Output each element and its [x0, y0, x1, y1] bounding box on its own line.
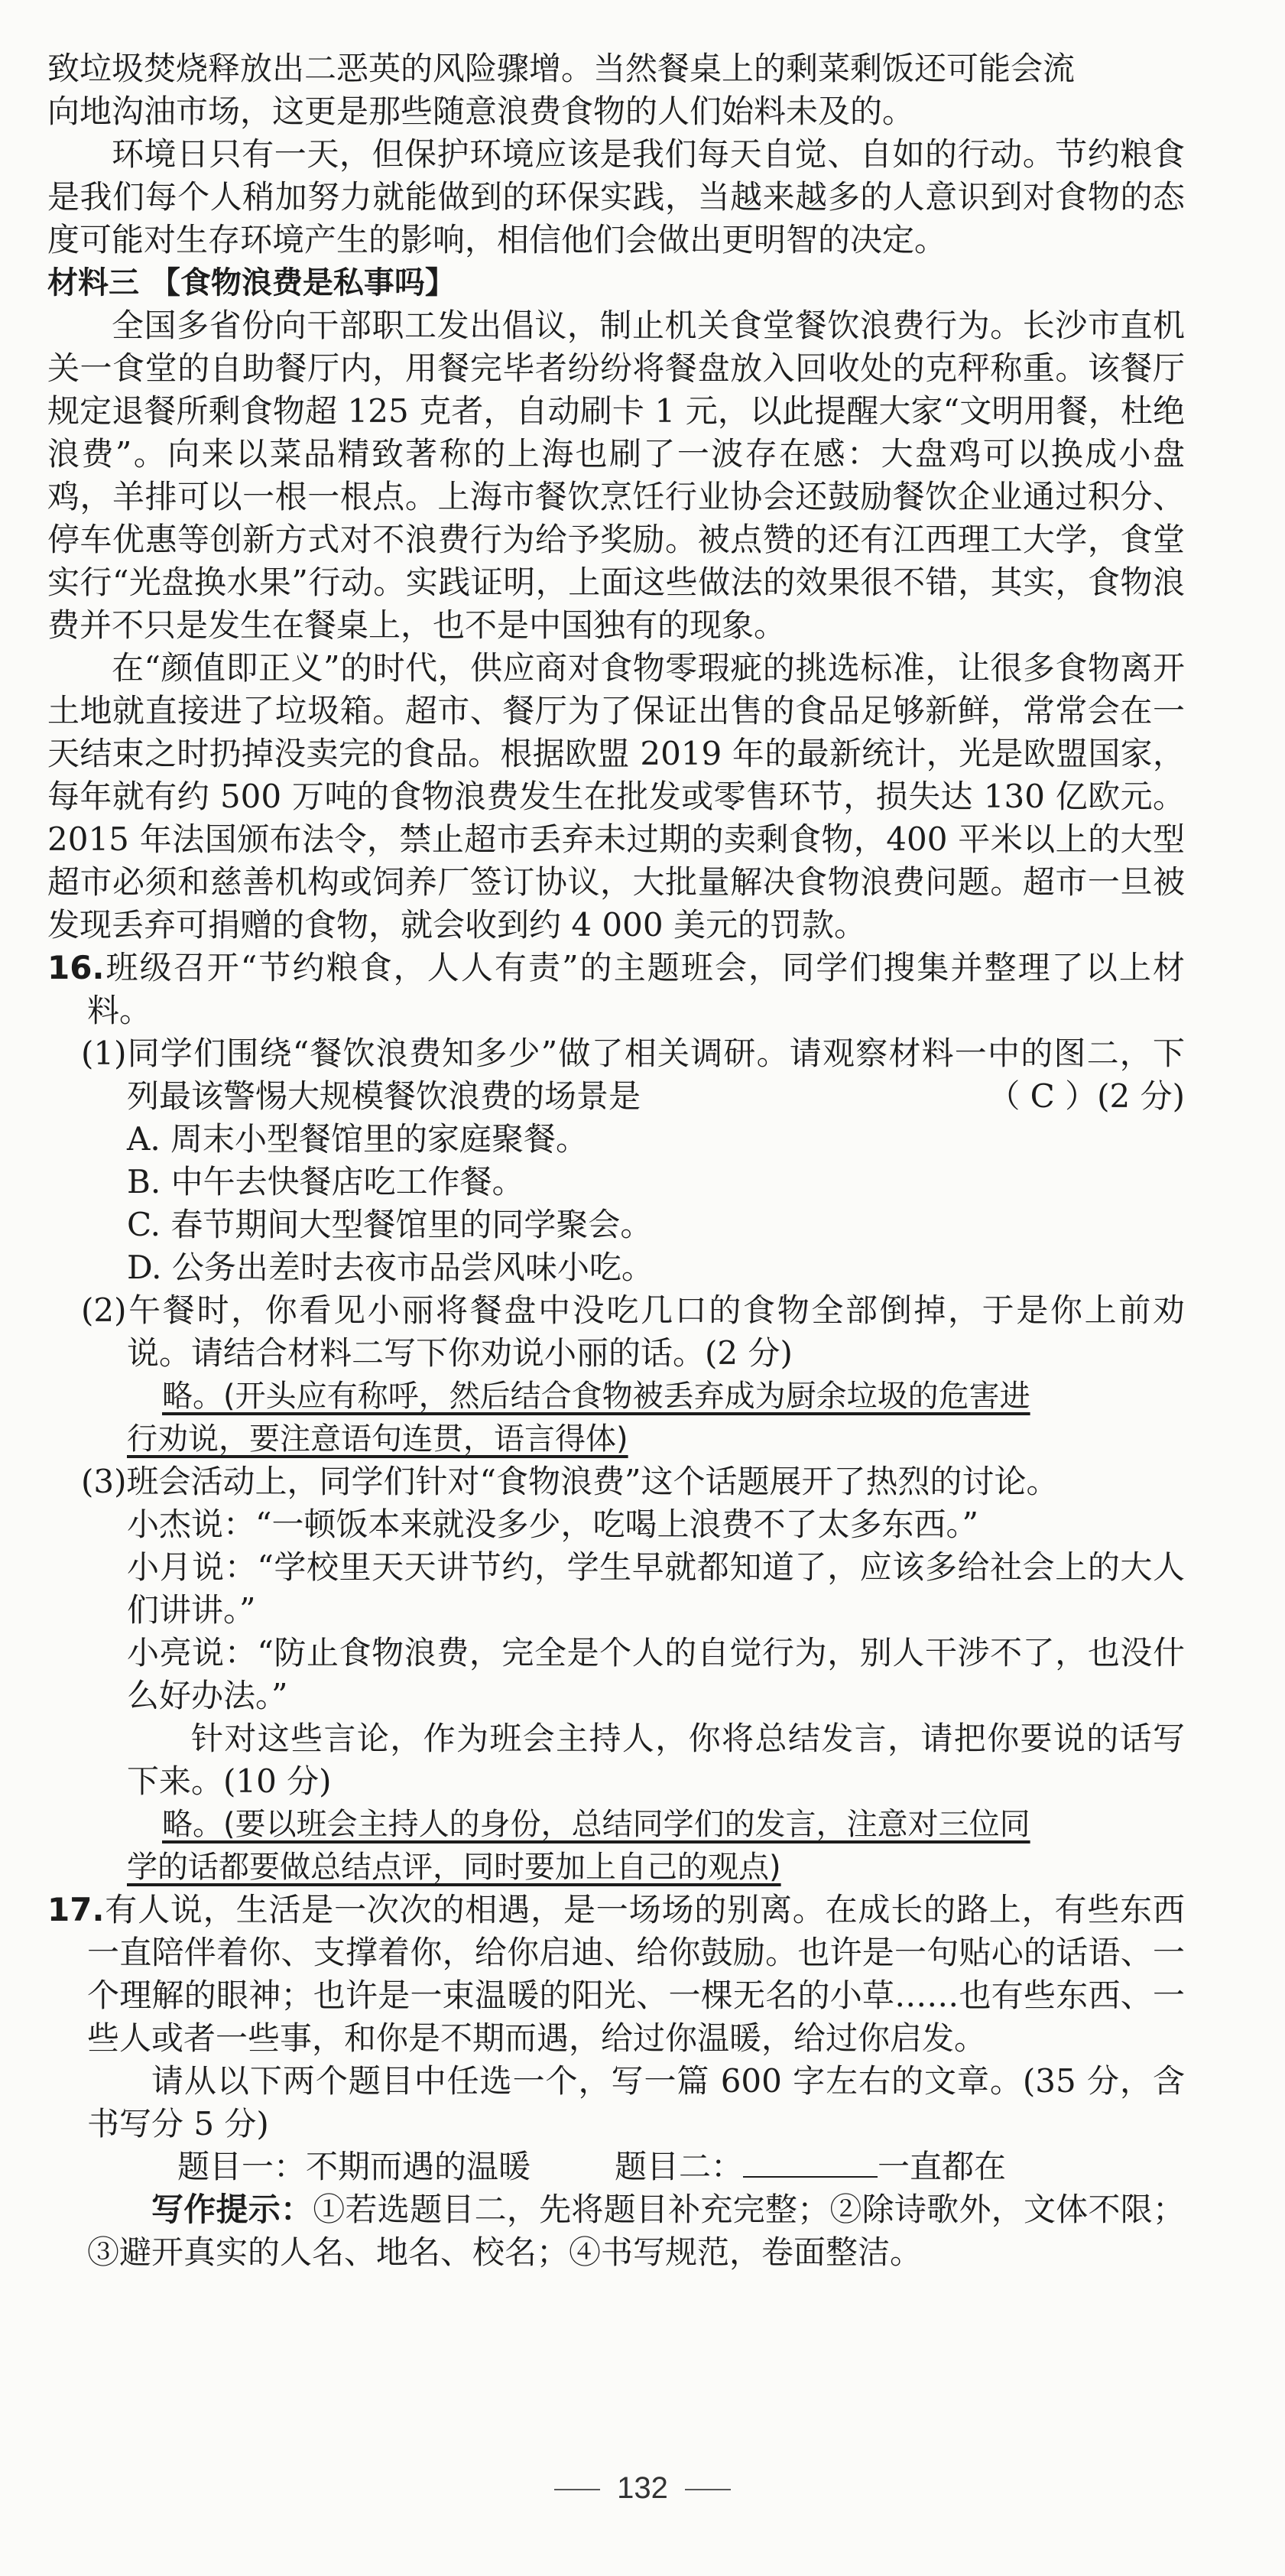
quote-xiaoliang: 小亮说：“防止食物浪费，完全是个人的自觉行为，别人干涉不了，也没什么好办法。”	[127, 1634, 1185, 1714]
question-text: 班级召开“节约粮食，人人有责”的主题班会，同学们搜集并整理了以上材料。	[87, 949, 1185, 1029]
answer-line: 略。(开头应有称呼，然后结合食物被丢弃成为厨余垃圾的危害进	[162, 1379, 1030, 1414]
sub-text: 同学们围绕“餐饮浪费知多少”做了相关调研。请观察材料一中的图二，下列最该警惕大规模餐饮浪费的场景是	[126, 1035, 1185, 1115]
question-number: 17.	[47, 1891, 105, 1928]
fill-blank	[743, 2147, 878, 2178]
q16-sub3	[47, 1460, 1185, 1503]
question-text: 有人说，生活是一次次的相遇，是一场场的别离。在成长的路上，有些东西一直陪伴着你、支撑着你，给你启迪、给你鼓励。也许是一句贴心的话语、一个理解的眼神；也许是一束温暖的阳光、一棵无名的小草……也有些东西、一些人或者一些事，和你是不期而遇，给过你温暖，给过你启发。	[87, 1891, 1185, 2057]
sub-text: 午餐时，你看见小丽将餐盘中没吃几口的食物全部倒掉，于是你上前劝说。请结合材料二写下你劝说小丽的话。(2 分)	[126, 1291, 1185, 1372]
footer-dash-right	[685, 2489, 731, 2490]
q16-sub1	[47, 1032, 1185, 1118]
answer-line: 学的话都要做总结点评，同时要加上自己的观点)	[127, 1850, 781, 1885]
q17-instruction: 请从以下两个题目中任选一个，写一篇 600 字左右的文章。(35 分，含书写分 5 分)	[87, 2062, 1185, 2142]
text-line: 致垃圾焚烧释放出二恶英的风险骤增。当然餐桌上的剩菜剩饭还可能会流	[47, 50, 1076, 87]
material3-heading: 材料三 【食物浪费是私事吗】	[47, 265, 456, 300]
material3-paragraph-1: 全国多省份向干部职工发出倡议，制止机关食堂餐饮浪费行为。长沙市直机关一食堂的自助餐厅内，用餐完毕者纷纷将餐盘放入回收处的克秤称重。该餐厅规定退餐所剩食物超 125 克者，自动刷卡 1 元，以此提醒大家“文明用餐，杜绝浪费”。向来以菜品精致著称的上海也刷了一波存在感：大盘鸡可以换成小盘鸡，羊排可以一根一根点。上海市餐饮烹饪行业协会还鼓励餐饮企业通过积分、停车优惠等创新方式对不浪费行为给予奖励。被点赞的还有江西理工大学，食堂实行“光盘换水果”行动。实践证明，上面这些做法的效果很不错，其实，食物浪费并不只是发生在餐桌上，也不是中国独有的现象。	[47, 307, 1185, 644]
option-d: D. 公务出差时去夜市品尝风味小吃。	[127, 1249, 654, 1286]
sub-text: 班会活动上，同学们针对“食物浪费”这个话题展开了热烈的讨论。	[126, 1463, 1059, 1500]
answer-bracket: （ C ）(2 分)	[988, 1077, 1185, 1115]
sub3-prompt: 针对这些言论，作为班会主持人，你将总结发言，请把你要说的话写下来。(10 分)	[127, 1720, 1185, 1800]
sub-label: (2)	[81, 1291, 127, 1329]
q16-sub2	[47, 1289, 1185, 1375]
q17-titles	[47, 2146, 1185, 2188]
question-16-stem	[47, 947, 1185, 1032]
answer-line: 行劝说，要注意语句连贯，语言得体)	[127, 1421, 628, 1457]
page-number: 132	[617, 2471, 668, 2505]
paragraph-environment: 环境日只有一天，但保护环境应该是我们每天自觉、自如的行动。节约粮食是我们每个人稍加努力就能做到的环保实践，当越来越多的人意识到对食物的态度可能对生存环境产生的影响，相信他们会做出更明智的决定。	[47, 135, 1185, 258]
q17-tips	[47, 2188, 1185, 2274]
title-option-2-suffix: 一直都在	[878, 2148, 1007, 2185]
title-option-1: 题目一：不期而遇的温暖	[177, 2148, 531, 2185]
material3-paragraph-2: 在“颜值即正义”的时代，供应商对食物零瑕疵的挑选标准，让很多食物离开土地就直接进了垃圾箱。超市、餐厅为了保证出售的食品足够新鲜，常常会在一天结束之时扔掉没卖完的食品。根据欧盟 2019 年的最新统计，光是欧盟国家，每年就有约 500 万吨的食物浪费发生在批发或零售环节，损失达 130 亿欧元。2015 年法国颁布法令，禁止超市丢弃未过期的卖剩食物，400 平米以上的大型超市必须和慈善机构或饲养厂签订协议，大批量解决食物浪费问题。超市一旦被发现丢弃可捐赠的食物，就会收到约 4 000 美元的罚款。	[47, 649, 1185, 944]
document-page	[47, 47, 1185, 2274]
option-c: C. 春节期间大型餐馆里的同学聚会。	[127, 1206, 653, 1243]
option-b: B. 中午去快餐店吃工作餐。	[127, 1163, 524, 1200]
quote-xiaojie: 小杰说：“一顿饭本来就没多少，吃喝上浪费不了太多东西。”	[127, 1506, 978, 1543]
question-17-stem	[47, 1889, 1185, 2060]
answer-line: 略。(要以班会主持人的身份，总结同学们的发言，注意对三位同	[162, 1807, 1030, 1842]
title-option-2-prefix: 题目二：	[615, 2148, 744, 2185]
text-line: 向地沟油市场，这更是那些随意浪费食物的人们始料未及的。	[47, 93, 915, 130]
tips-text: ①若选题目二，先将题目补充完整；②除诗歌外，文体不限；③避开真实的人名、地名、校名；④书写规范，卷面整洁。	[87, 2191, 1185, 2271]
sub-label: (1)	[81, 1035, 127, 1072]
option-a: A. 周末小型餐馆里的家庭聚餐。	[127, 1120, 589, 1158]
footer-dash-left	[554, 2489, 600, 2490]
question-number: 16.	[47, 949, 105, 986]
sub-label: (3)	[81, 1463, 127, 1500]
tips-label: 写作提示：	[151, 2191, 313, 2228]
page-footer	[0, 2471, 1285, 2506]
quote-xiaoyue: 小月说：“学校里天天讲节约，学生早就都知道了，应该多给社会上的大人们讲讲。”	[127, 1548, 1185, 1629]
